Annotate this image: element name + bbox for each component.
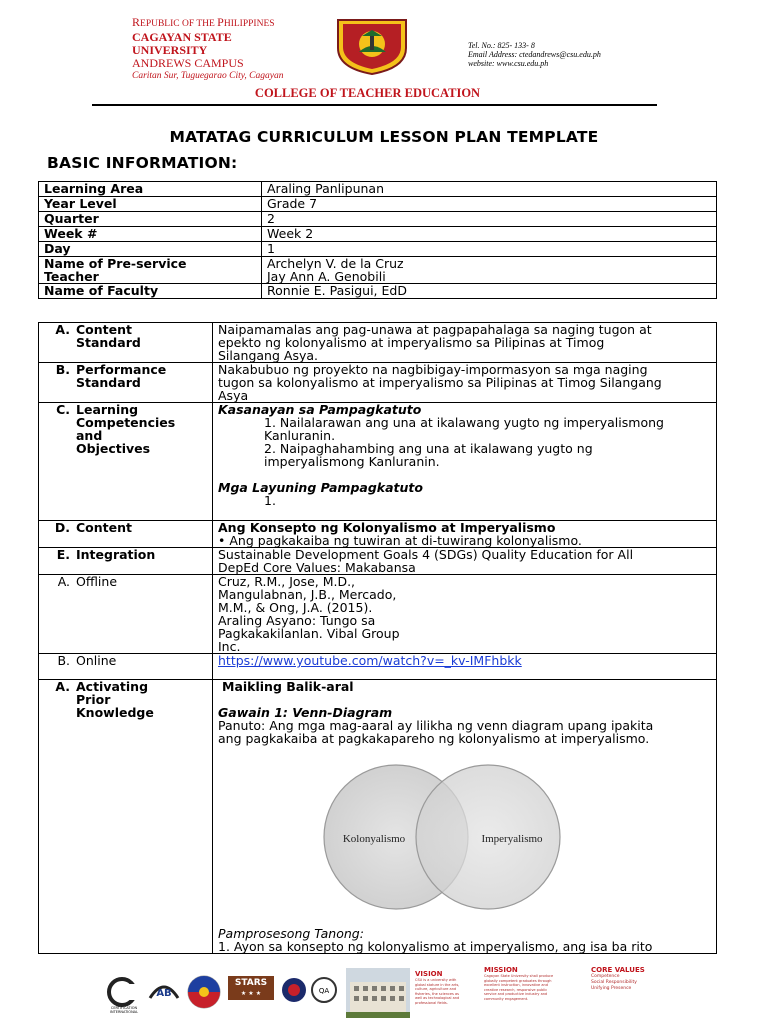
basic-information-heading: BASIC INFORMATION:	[47, 154, 238, 172]
university-block	[132, 16, 284, 83]
university-name-2: UNIVERSITY	[132, 43, 208, 57]
day-label: Day	[39, 242, 262, 257]
campus-name: ANDREWS CAMPUS	[132, 56, 244, 70]
day-value: 1	[262, 242, 717, 257]
teacher-name: Archelyn V. de la Cruz	[267, 256, 404, 271]
table-row	[39, 212, 717, 227]
content-standard-label: A. Content Standard	[39, 323, 213, 363]
lesson-plan-table	[38, 322, 717, 954]
competencies-value: Kasanayan sa Pampagkatuto 1. Nailalarawan ang una at ikalawang yugto ng imperyalismong Kanluranin. 2. Naipaghahambing ang una at ikalawang yugto ng imperyalismong Kanluranin. Mga Layuning Pampagkatuto 1.	[213, 403, 717, 521]
faculty-label: Name of Faculty	[39, 284, 262, 299]
email-text: Email Address: ctedandrews@csu.edu.ph	[468, 50, 601, 59]
table-row	[39, 197, 717, 212]
table-row	[39, 257, 717, 284]
table-row	[39, 323, 717, 363]
accreditation-logo	[144, 972, 184, 1012]
preservice-teacher-value	[262, 257, 717, 284]
core-values-block: CORE VALUES Competence Social Responsibility Unifying Presence	[591, 966, 645, 991]
offline-value: Cruz, R.M., Jose, M.D., Mangulabnan, J.B., Mercado, M.M., & Ong, J.A. (2015). Araling Asyano: Tungo sa Pagkakakilanlan. Vibal Group Inc.	[213, 575, 717, 654]
table-row	[39, 242, 717, 257]
preservice-label-line: Name of Pre-service	[44, 256, 187, 271]
table-row	[39, 680, 717, 954]
stars-rating-logo: STARS ★ ★ ★	[228, 976, 274, 1000]
learning-area-label: Learning Area	[39, 182, 262, 197]
content-standard-value: Naipamamalas ang pag-unawa at pagpapahalaga sa naging tugon at epekto ng kolonyalismo at imperyalismo sa Pilipinas at Timog Silangang Asya.	[213, 323, 717, 363]
quarter-label: Quarter	[39, 212, 262, 227]
online-label: B. Online	[39, 654, 213, 680]
website-text: website: www.csu.edu.ph	[468, 59, 549, 68]
republic-line: REPUBLIC OF THE PHILIPPINES	[132, 15, 275, 29]
university-name: CAGAYAN STATE	[132, 30, 232, 44]
competencies-heading: Kasanayan sa Pampagkatuto	[218, 402, 422, 417]
university-seal-logo	[334, 16, 410, 76]
svg-text:AB: AB	[156, 988, 172, 999]
mission-block: MISSION Cagayan State University shall produce globally competent graduates through excellent instruction, innovative and creative research, responsive public service and productive industry and community engagement.	[484, 966, 554, 1001]
certification-logo	[104, 974, 144, 1014]
online-value	[213, 654, 717, 680]
preservice-label-line: Teacher	[44, 269, 99, 284]
teacher-name: Jay Ann A. Genobili	[267, 269, 386, 284]
faculty-value: Ronnie E. Pasigui, EdD	[262, 284, 717, 299]
header-divider	[92, 104, 657, 106]
contact-block	[468, 41, 601, 68]
content-value: Ang Konsepto ng Kolonyalismo at Imperyalismo • Ang pagkakaiba ng tuwiran at di-tuwirang kolonyalismo.	[213, 521, 717, 548]
preservice-teacher-label	[39, 257, 262, 284]
performance-standard-value: Nakabubuo ng proyekto na nagbibigay-impormasyon sa mga naging tugon sa kolonyalismo at imperyalismo sa Pilipinas at Timog Silangang Asya	[213, 363, 717, 403]
basic-info-table	[38, 181, 717, 299]
offline-label: A. Offline	[39, 575, 213, 654]
table-row	[39, 284, 717, 299]
venn-diagram	[322, 763, 562, 911]
venn-right-label: Imperyalismo	[481, 833, 543, 845]
competencies-label: C. Learning Competencies and Objectives	[39, 403, 213, 521]
objectives-heading: Mga Layuning Pampagkatuto	[218, 480, 423, 495]
youtube-link[interactable]: https://www.youtube.com/watch?v=_kv-IMFhbkk	[218, 653, 522, 668]
week-label: Week #	[39, 227, 262, 242]
week-value: Week 2	[262, 227, 717, 242]
iso-badge-logo	[280, 976, 308, 1004]
table-row	[39, 654, 717, 680]
table-row	[39, 227, 717, 242]
philippine-seal-logo	[186, 968, 222, 1016]
table-row	[39, 363, 717, 403]
activating-value: Maikling Balik-aral Gawain 1: Venn-Diagram Panuto: Ang mga mag-aaral ay lilikha ng venn diagram upang ipakita ang pagkakaiba at pagkakapareho ng kolonyalismo at imperyalismo. Kolonyalismo Imperyalismo Pamprosesong Tanong: 1. Ayon sa konsepto ng kolonyalismo at imperyalismo, ang isa ba rito	[213, 680, 717, 954]
integration-value: Sustainable Development Goals 4 (SDGs) Quality Education for All DepEd Core Values: Makabansa	[213, 548, 717, 575]
college-name: COLLEGE OF TEACHER EDUCATION	[254, 86, 481, 100]
document-title: MATATAG CURRICULUM LESSON PLAN TEMPLATE	[169, 128, 599, 146]
table-row	[39, 403, 717, 521]
table-row	[39, 182, 717, 197]
tel-text: Tel. No.: 825- 133- 8	[468, 41, 535, 50]
vision-block: VISION CSU is a university with global stature in the arts, culture, agriculture and fisheries, the sciences as well as technological and professional fields.	[415, 970, 460, 1005]
svg-text:INTERNATIONAL: INTERNATIONAL	[109, 1010, 139, 1014]
activating-label: A. Activating Prior Knowledge	[39, 680, 213, 954]
learning-area-value: Araling Panlipunan	[262, 182, 717, 197]
content-label: D. Content	[39, 521, 213, 548]
footer	[0, 964, 768, 1024]
integration-label: E. Integration	[39, 548, 213, 575]
campus-address: Caritan Sur, Tuguegarao City, Cagayan	[132, 71, 284, 81]
svg-text:QA: QA	[318, 987, 330, 995]
table-row	[39, 575, 717, 654]
year-level-value: Grade 7	[262, 197, 717, 212]
svg-text:CERTIFICATION: CERTIFICATION	[110, 1006, 138, 1010]
table-row	[39, 521, 717, 548]
venn-left-label: Kolonyalismo	[342, 833, 406, 845]
year-level-label: Year Level	[39, 197, 262, 212]
performance-standard-label: B. Performance Standard	[39, 363, 213, 403]
quality-logo	[310, 976, 338, 1004]
table-row	[39, 548, 717, 575]
quarter-value: 2	[262, 212, 717, 227]
campus-building-photo	[346, 968, 410, 1018]
